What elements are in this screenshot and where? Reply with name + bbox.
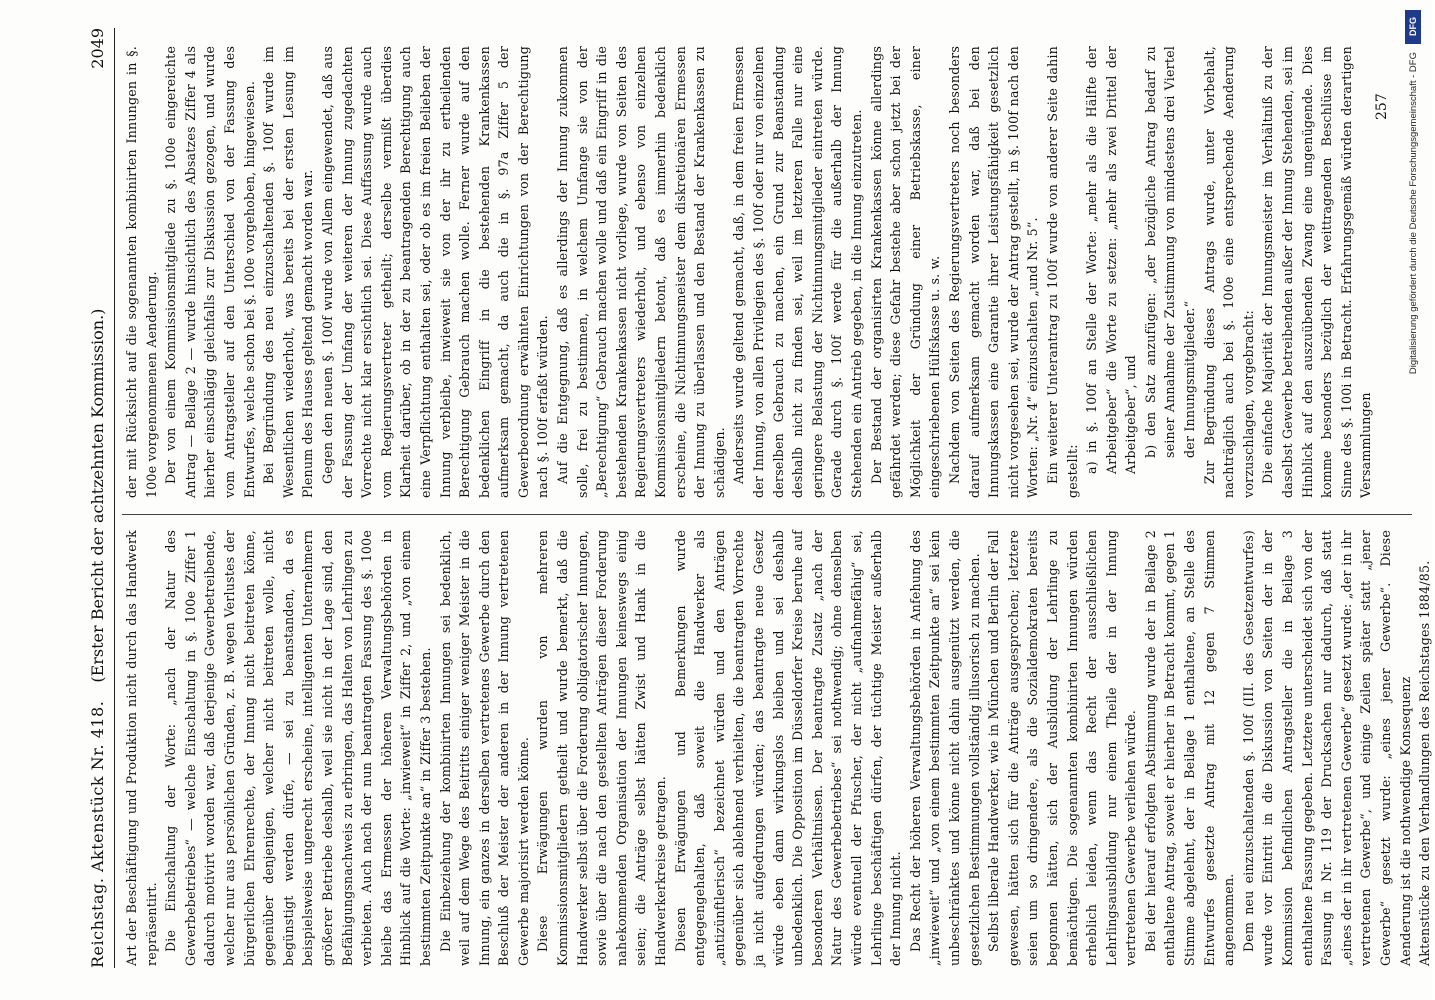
- dfg-logo: DFG: [1405, 10, 1421, 44]
- paragraph: Anderseits wurde geltend gemacht, daß, in dem freien Ermessen der Innung, von allen Privilegien des §. 100f oder nur von einzelnen derselben Gebrauch zu machen, ein Grund zur Beanstandung deshalb nicht zu finden sei, weil im letzteren Falle nur eine geringere Belastung der Nichtinnungsmitglieder eintreten würde. Gerade durch §. 100f werde für die außerhalb der Innung Stehenden ein Antrieb gegeben, in die Innung einzutreten.: [731, 46, 864, 498]
- paragraph: Die einfache Majorität der Innungsmeister im Verhältniß zu der daselbst Gewerbe betreibenden außer der Innung Stehenden, sei im Hinblick auf den auszuübenden Zwang eine ungenügende. Dies komme besonders bezüglich der weittragenden Beschlüsse im Sinne des §. 100i in Betracht. Erfahrungsgemäß würden derartigen Versammlungen: [1260, 46, 1374, 498]
- rotated-sheet: [70, 0, 1433, 1000]
- header-left: Reichstag. Aktenstück Nr. 418.: [87, 700, 107, 968]
- column-divider: [122, 514, 1412, 515]
- footer-note: Aktenstücke zu den Verhandlungen des Reichstages 1884/85.: [1417, 560, 1433, 966]
- paragraph: Gegen den neuen §. 100f wurde von Allem eingewendet, daß aus der Fassung der Umfang der weiteren der Innung zugedachten Vorrechte nicht klar ersichtlich sei. Diese Auffassung wurde auch vom Regierungsvertreter getheilt; derselbe vermißt überdies Klarheit darüber, ob in der zu beantragenden Berechtigung auch eine Verpflichtung enthalten sei, oder ob es im freien Belieben der Innung verbleibe, inwieweit sie von der ihr zu ertheilenden Berechtigung Gebrauch machen wolle. Ferner wurde auf den bedenklichen Eingriff in die bestehenden Krankenkassen aufmerksam gemacht, da auch die in §. 97a Ziffer 5 der Gewerbeordnung erwähnten Einrichtungen von der Berechtigung nach §. 100f erfaßt würden.: [319, 46, 551, 498]
- list-item: a) in §. 100f an Stelle der Worte: „mehr als die Hälfte der Arbeitgeber“ die Worte zu setzen: „mehr als zwei Drittel der Arbeitgeber“, und: [1084, 46, 1139, 474]
- list-item: b) den Satz anzufügen: „der bezügliche Antrag bedarf zu seiner Annahme der Zustimmung von mindestens drei Viertel der Innungsmitglieder.“: [1142, 46, 1198, 458]
- paragraph: Selbst liberale Handwerker, wie in München und Berlin der Fall gewesen, hätten sich für die Anträge ausgesprochen; letztere seien um so dringendere, als die Sozialdemokraten bereits begonnen hätten, sich der Ausbildung der Lehrlinge zu bemächtigen. Die sogenannten kombinirten Innungen würden erheblich leiden, wenn das Recht der ausschließlichen Lehrlingsausbildung nur einem Theile der in der Innung vertretenen Gewerbe verliehen würde.: [986, 530, 1139, 966]
- paragraph: Das Recht der höheren Verwaltungsbehörden in Anfehung des „inwieweit“ und „von einem bestimmten Zeitpunkte an“ sei kein unbeschränktes und könne nicht dahin ausgenützt werden, die gesetzlichen Bestimmungen vollständig illusorisch zu machen.: [907, 530, 982, 966]
- paragraph: Der von einem Kommissionsmitgliede zu §. 100e eingereichte Antrag — Beilage 2 — wurde hinsichtlich des Absatzes Ziffer 4 als hierher einschlägig gleichfalls zur Diskussion gezogen, und wurde vom Antragsteller auf den Unterschied von der Fassung des Entwurfes, welche schon bei §. 100e vorgehoben, hingewiesen.: [163, 46, 257, 498]
- paragraph: Nachdem von Seiten des Regierungsvertreters noch besonders darauf aufmerksam gemacht worden war, daß bei den Innungskassen eine Garantie ihrer Leistungsfähigkeit gesetzlich nicht vorgesehen sei, wurde der Antrag gestellt, in §. 100f nach den Worten: „Nr. 4“ einzuschalten „und Nr. 5“.: [946, 46, 1041, 498]
- running-header: [80, 28, 115, 968]
- paragraph: Bei der hierauf erfolgten Abstimmung wurde der in Beilage 2 enthaltene Antrag, soweit er hierher in Betracht kommt, gegen 1 Stimme abgelehnt, der in Beilage 1 enthaltene, an Stelle des Entwurfes gesetzte Antrag mit 12 gegen 7 Stimmen angenommen.: [1142, 530, 1237, 966]
- paragraph: Diese Erwägungen wurden von mehreren Kommissionsmitgliedern getheilt und wurde bemerkt, daß die Handwerker selbst über die Forderung obligatorischer Innungen, sowie über die nach den gestellten Anträgen dieser Forderung nahekommenden Organisation der Innungen keineswegs einig seien; die Anträge selbst hätten Zwist und Hank in die Handwerkerkreise getragen.: [535, 530, 669, 966]
- paragraph: Bei Begründung des neu einzuschaltenden §. 100f wurde im Wesentlichen wiederholt, was bereits bei der ersten Lesung im Plenum des Hauses geltend gemacht worden war.: [261, 46, 316, 498]
- text-column-left: [122, 530, 1433, 966]
- header-commission-title: (Erster Bericht der achtzehnten Kommission.): [87, 308, 107, 683]
- paragraph: Die Einbeziehung der kombinirten Innungen sei bedenklich, weil auf dem Wege des Beitritts einiger weniger Meister in die Innung, ein ganzes in derselben vertretenes Gewerbe durch den Beschluß der Meister der anderen in der Innung vertretenen Gewerbe majorisirt werden könne.: [437, 530, 531, 966]
- page-number: 2049: [87, 28, 107, 69]
- text-column-right: [122, 46, 1412, 498]
- paragraph: Diesen Erwägungen und Bemerkungen wurde entgegengehalten, daß soweit die Handwerker als „antizünftlerisch“ bezeichnet würden und den Anträgen gegenüber sich ablehnend verhielten, die beantragten Vorrechte ja nicht aufgedrungen würden; das beantragte neue Gesetz würde eben dann wirkungslos bleiben und sei deshalb unbedenklich. Die Opposition im Düsseldorfer Kreise beruhe auf besonderen Verhältnissen. Der beantragte Zusatz „nach der Natur des Gewerbebetriebes“ sei nothwendig; ohne denselben würde eventuell der Pfuscher, der nicht „aufnahmefähig“ sei, Lehrlinge beschäftigen dürfen, der tüchtige Meister außerhalb der Innung nicht.: [672, 530, 904, 966]
- credit-text: Digitalisierung gefördert durch die Deutsche Forschungsgemeinschaft - DFG: [1407, 52, 1419, 375]
- paragraph: Dem neu einzuschaltenden §. 100f (III. des Gesetzentwurfes) wurde vor Eintritt in die Diskussion von Seiten der in der Kommission befindlichen Antragsteller die in Beilage 3 enthaltene Fassung gegeben. Letztere unterscheidet sich von der Fassung in Nr. 119 der Drucksachen nur dadurch, daß statt „eines der in ihr vertretenen Gewerbe“ gesetzt wurde: „der in ihr vertretenen Gewerbe“, und einige Zeilen später statt „jener Gewerbe“ gesetzt wurde: „eines jener Gewerbe“. Diese Aenderung ist die nothwendige Konsequenz: [1240, 530, 1413, 966]
- paragraph: der mit Rücksicht auf die sogenannten kombinirten Innungen in §. 100e vorgenommenen Aenderung.: [124, 46, 159, 498]
- paragraph: Zur Begründung dieses Antrags wurde, unter Vorbehalt, nachträglich auch bei §. 100e eine entsprechende Aenderung vorzuschlagen, vorgebracht:: [1201, 46, 1256, 498]
- dfg-credit: [1404, 10, 1422, 990]
- paragraph: Ein weiterer Unterantrag zu 100f wurde von anderer Seite dahin gestellt:: [1044, 46, 1080, 498]
- signature-mark: 257: [1374, 93, 1390, 120]
- paragraph: Art der Beschäftigung und Produktion nicht durch das Handwerk repräsentirt.: [124, 530, 159, 966]
- paragraph: Der Bestand der organisirten Krankenkassen könne allerdings gefährdet werden; diese Gefahr bestehe aber schon jetzt bei der Möglichkeit der Gründung einer Betriebskasse, einer eingeschriebenen Hülfskasse u. s. w.: [868, 46, 943, 498]
- paragraph: Die Einschaltung der Worte: „nach der Natur des Gewerbebetriebes“ — welche Einschaltung in §. 100e Ziffer 1 dadurch motivirt worden war, daß derjenige Gewerbetreibende, welcher nur aus persönlichen Gründen, z. B. wegen Verlustes der bürgerlichen Ehrenrechte, der Innung nicht beitreten könne, gegenüber denjenigen, welcher nicht beitreten wolle, nicht begünstigt werden dürfe, — sei zu beanstanden, da es beispielsweise ungerecht erscheine, intelligenten Unternehmern größerer Betriebe deshalb, weil sie nicht in der Lage sind, den Befähigungsnachweis zu erbringen, das Halten von Lehrlingen zu verbieten. Auch nach der nun beantragten Fassung des §. 100e bleibe das Ermessen der höheren Verwaltungsbehörden in Hinblick auf die Worte: „inwieweit“ in Ziffer 2, und „von einem bestimmten Zeitpunkte an“ in Ziffer 3 bestehen.: [163, 530, 433, 966]
- paragraph: Auf die Entgegnung, daß es allerdings der Innung zukommen solle, frei zu bestimmen, in welchem Umfange sie von der „Berechtigung“ Gebrauch machen wolle und daß ein Eingriff in die bestehenden Krankenkassen nicht vorliege, wurde von Seiten des Regierungsvertreters wiederholt, und ebenso von einzelnen Kommissionsmitgliedern betont, daß es immerhin bedenklich erscheine, die Nichtinnungsmeister dem diskretionären Ermessen der Innung zu überlassen und den Bestand der Krankenkassen zu schädigen.: [555, 46, 727, 498]
